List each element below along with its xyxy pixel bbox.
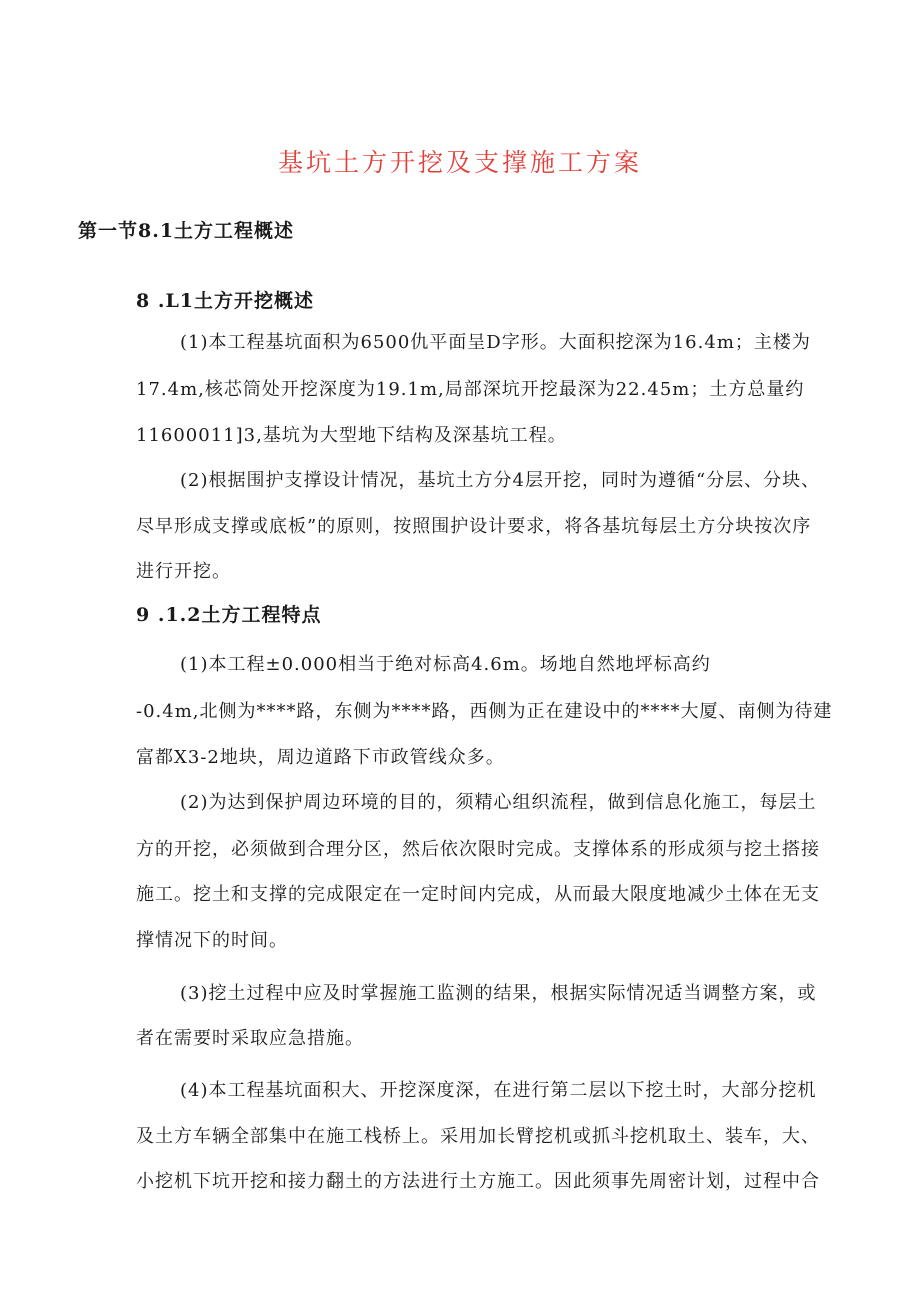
paragraph-line: 进行开挖。 xyxy=(136,561,231,582)
paragraph-line: (1)本工程基坑面积为6500仇平面呈D字形。大面积挖深为16.4m；主楼为 xyxy=(180,332,811,353)
paragraph-line: 尽早形成支撑或底板”的原则，按照围护设计要求，将各基坑每层土方分块按次序 xyxy=(136,516,812,537)
paragraph-line: (1)本工程±0.000相当于绝对标高4.6m。场地自然地坪标高约 xyxy=(180,654,711,675)
paragraph-line: (2)根据围护支撑设计情况，基坑土方分4层开挖，同时为遵循“分层、分块、 xyxy=(180,470,821,491)
paragraph-line: -0.4m,北侧为****路，东侧为****路，西侧为正在建设中的****大厦、南侧为待建 xyxy=(136,701,833,722)
subsection-heading-1: 8 .L1土方开挖概述 xyxy=(136,290,315,312)
paragraph-line: 富都X3-2地块，周边道路下市政管线众多。 xyxy=(136,747,505,768)
subsection-heading-2: 9 .1.2土方工程特点 xyxy=(136,604,322,626)
paragraph-line: 17.4m,核芯筒处开挖深度为19.1m,局部深坑开挖最深为22.45m；土方总量约 xyxy=(136,379,805,400)
paragraph-line: (3)挖土过程中应及时掌握施工监测的结果，根据实际情况适当调整方案，或 xyxy=(180,983,817,1004)
paragraph-line: 撑情况下的时间。 xyxy=(136,930,288,951)
paragraph-line: 及土方车辆全部集中在施工栈桥上。采用加长臂挖机或抓斗挖机取土、装车，大、 xyxy=(136,1126,820,1147)
paragraph-line: 施工。挖土和支撑的完成限定在一定时间内完成，从而最大限度地减少土体在无支 xyxy=(136,884,820,905)
paragraph-line: (2)为达到保护周边环境的目的，须精心组织流程，做到信息化施工，每层土 xyxy=(180,792,817,813)
document-title: 基坑土方开挖及支撑施工方案 xyxy=(277,148,642,177)
section-heading: 第一节8.1土方工程概述 xyxy=(78,220,295,242)
paragraph-line: (4)本工程基坑面积大、开挖深度深，在进行第二层以下挖土时，大部分挖机 xyxy=(180,1080,817,1101)
paragraph-line: 方的开挖，必须做到合理分区，然后依次限时完成。支撑体系的形成须与挖土搭接 xyxy=(136,839,820,860)
paragraph-line: 小挖机下坑开挖和接力翻土的方法进行土方施工。因此须事先周密计划，过程中合 xyxy=(136,1171,820,1192)
paragraph-line: 11600011]3,基坑为大型地下结构及深基坑工程。 xyxy=(136,425,567,446)
paragraph-line: 者在需要时采取应急措施。 xyxy=(136,1028,364,1049)
